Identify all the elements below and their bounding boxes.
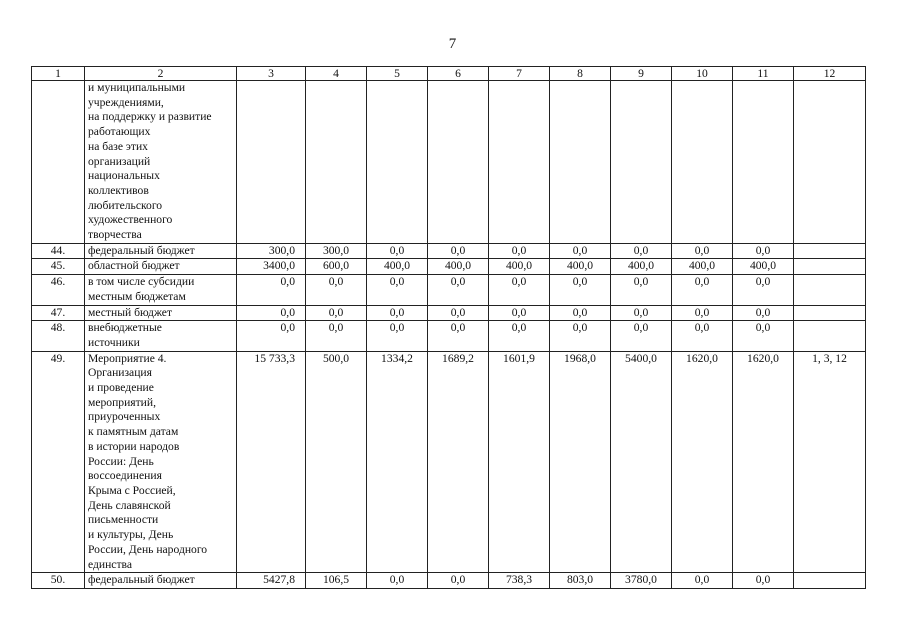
value-cell: 0,0: [367, 305, 428, 321]
value-cell: 0,0: [733, 275, 794, 305]
header-row: [32, 67, 866, 81]
row-name: местный бюджет: [85, 305, 237, 321]
value-cell: 0,0: [237, 321, 306, 351]
value-cell: 0,0: [428, 275, 489, 305]
value-cell: 0,0: [672, 275, 733, 305]
value-cell: 0,0: [367, 321, 428, 351]
value-cell: 0,0: [733, 305, 794, 321]
value-cell: 300,0: [306, 243, 367, 259]
value-cell: 0,0: [367, 573, 428, 589]
value-cell: 1968,0: [550, 351, 611, 573]
value-cell: 0,0: [306, 321, 367, 351]
value-cell: [733, 81, 794, 244]
row-number: 44.: [32, 243, 85, 259]
value-cell: 500,0: [306, 351, 367, 573]
value-cell: 3780,0: [611, 573, 672, 589]
value-cell: [237, 81, 306, 244]
value-cell: 1334,2: [367, 351, 428, 573]
value-cell: 0,0: [550, 305, 611, 321]
column-header: 8: [550, 67, 611, 81]
column-header: 3: [237, 67, 306, 81]
row-number: [32, 81, 85, 244]
value-cell: 15 733,3: [237, 351, 306, 573]
value-cell: 0,0: [672, 573, 733, 589]
value-cell: [489, 81, 550, 244]
page-number: 7: [448, 36, 457, 52]
row-name: федеральный бюджет: [85, 573, 237, 589]
value-cell: 0,0: [489, 243, 550, 259]
value-cell: 106,5: [306, 573, 367, 589]
budget-table: [31, 66, 866, 589]
row-name: Мероприятие 4. Организация и проведение мероприятий, приуроченных к памятным датам в истории народов России: День воссоединения Крыма с Россией, День славянской письменности и культуры, День России, День народного единства: [85, 351, 237, 573]
value-cell: 400,0: [733, 259, 794, 275]
indicator-cell: [794, 573, 866, 589]
row-number: 45.: [32, 259, 85, 275]
value-cell: 5427,8: [237, 573, 306, 589]
value-cell: 0,0: [672, 321, 733, 351]
value-cell: 400,0: [550, 259, 611, 275]
column-header: 10: [672, 67, 733, 81]
value-cell: 5400,0: [611, 351, 672, 573]
value-cell: 803,0: [550, 573, 611, 589]
table-row: [32, 259, 866, 275]
value-cell: 0,0: [367, 243, 428, 259]
row-number: 46.: [32, 275, 85, 305]
column-header: 11: [733, 67, 794, 81]
row-number: 49.: [32, 351, 85, 573]
value-cell: 0,0: [550, 321, 611, 351]
row-name: и муниципальными учреждениями, на поддержку и развитие работающих на базе этих организаций национальных коллективов любительского художественного творчества: [85, 81, 237, 244]
value-cell: 0,0: [733, 573, 794, 589]
value-cell: 1620,0: [672, 351, 733, 573]
row-name: федеральный бюджет: [85, 243, 237, 259]
row-name: внебюджетные источники: [85, 321, 237, 351]
value-cell: 0,0: [428, 243, 489, 259]
indicator-cell: [794, 81, 866, 244]
column-header: 7: [489, 67, 550, 81]
value-cell: 0,0: [428, 321, 489, 351]
value-cell: 0,0: [428, 573, 489, 589]
column-header: 5: [367, 67, 428, 81]
value-cell: 0,0: [733, 243, 794, 259]
value-cell: 0,0: [489, 275, 550, 305]
value-cell: [428, 81, 489, 244]
value-cell: 400,0: [611, 259, 672, 275]
value-cell: 738,3: [489, 573, 550, 589]
value-cell: 0,0: [367, 275, 428, 305]
value-cell: [550, 81, 611, 244]
value-cell: 0,0: [672, 305, 733, 321]
indicator-cell: [794, 275, 866, 305]
value-cell: 400,0: [672, 259, 733, 275]
indicator-cell: [794, 305, 866, 321]
value-cell: 0,0: [489, 305, 550, 321]
value-cell: 0,0: [733, 321, 794, 351]
value-cell: 3400,0: [237, 259, 306, 275]
value-cell: 1689,2: [428, 351, 489, 573]
column-header: 6: [428, 67, 489, 81]
table-row: [32, 305, 866, 321]
row-number: 48.: [32, 321, 85, 351]
value-cell: 0,0: [672, 243, 733, 259]
value-cell: [672, 81, 733, 244]
value-cell: 0,0: [489, 321, 550, 351]
value-cell: 0,0: [611, 243, 672, 259]
value-cell: [367, 81, 428, 244]
value-cell: 1601,9: [489, 351, 550, 573]
value-cell: 300,0: [237, 243, 306, 259]
table-row: [32, 351, 866, 573]
row-name: в том числе субсидии местным бюджетам: [85, 275, 237, 305]
indicator-cell: [794, 321, 866, 351]
value-cell: 0,0: [611, 275, 672, 305]
value-cell: [611, 81, 672, 244]
column-header: 9: [611, 67, 672, 81]
value-cell: 0,0: [306, 305, 367, 321]
column-header: 2: [85, 67, 237, 81]
table-row: [32, 81, 866, 244]
value-cell: 0,0: [428, 305, 489, 321]
column-header: 12: [794, 67, 866, 81]
indicator-cell: [794, 243, 866, 259]
value-cell: 400,0: [367, 259, 428, 275]
table-row: [32, 573, 866, 589]
value-cell: 0,0: [611, 305, 672, 321]
value-cell: 0,0: [550, 243, 611, 259]
value-cell: 0,0: [237, 275, 306, 305]
value-cell: 0,0: [611, 321, 672, 351]
value-cell: 0,0: [550, 275, 611, 305]
value-cell: 0,0: [306, 275, 367, 305]
indicator-cell: [794, 259, 866, 275]
column-header: 4: [306, 67, 367, 81]
table-row: [32, 321, 866, 351]
value-cell: 400,0: [428, 259, 489, 275]
value-cell: 600,0: [306, 259, 367, 275]
value-cell: 0,0: [237, 305, 306, 321]
row-name: областной бюджет: [85, 259, 237, 275]
value-cell: 400,0: [489, 259, 550, 275]
table-row: [32, 275, 866, 305]
indicator-cell: 1, 3, 12: [794, 351, 866, 573]
row-number: 50.: [32, 573, 85, 589]
row-number: 47.: [32, 305, 85, 321]
value-cell: 1620,0: [733, 351, 794, 573]
column-header: 1: [32, 67, 85, 81]
value-cell: [306, 81, 367, 244]
table-row: [32, 243, 866, 259]
